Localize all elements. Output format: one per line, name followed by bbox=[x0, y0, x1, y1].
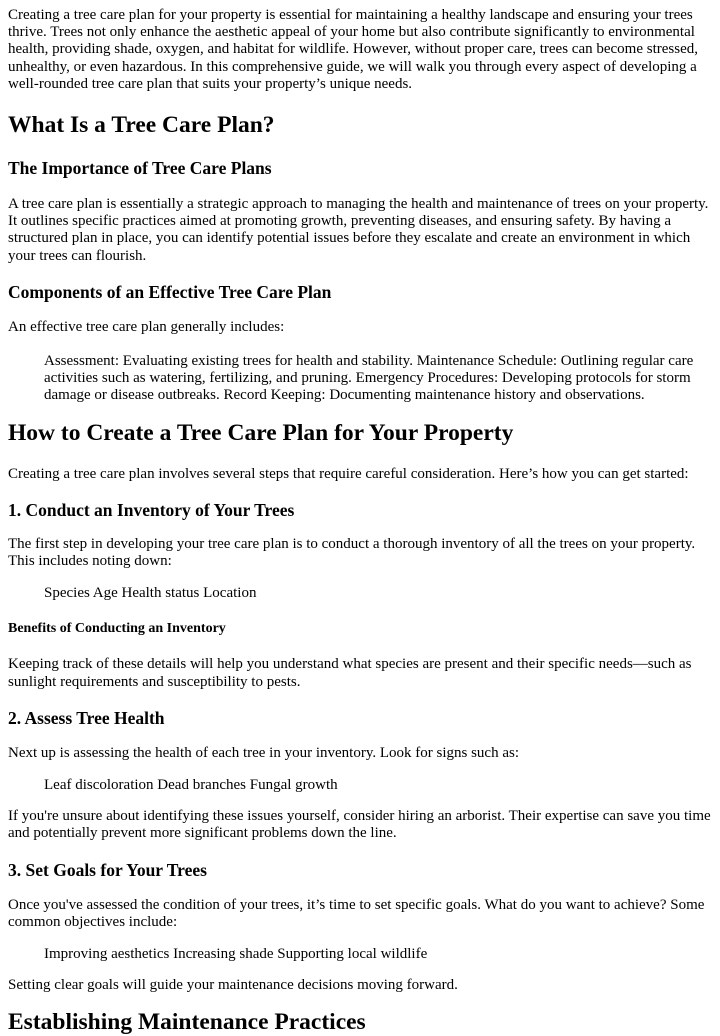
step-1-paragraph: The first step in developing your tree care plan is to conduct a thorough inventory of all the trees on your property. This includes noting down: bbox=[8, 535, 696, 570]
heading-step-3: 3. Set Goals for Your Trees bbox=[8, 859, 207, 880]
heading-importance: The Importance of Tree Care Plans bbox=[8, 158, 272, 179]
step-3-note: Setting clear goals will guide your maintenance decisions moving forward. bbox=[8, 977, 458, 994]
article bbox=[0, 7, 720, 1036]
step-3-paragraph: Once you've assessed the condition of your trees, it’s time to set specific goals. What do you want to achieve? Some common objectives include: bbox=[8, 896, 705, 930]
importance-paragraph: A tree care plan is essentially a strategic approach to managing the health and maintenance of trees on your property. It outlines specific practices aimed at promoting growth, preventing diseases, and ensuring safety. By having a structured plan in place, you can identify potential issues before they escalate and create an environment in which your trees can flourish. bbox=[8, 196, 709, 264]
step-1-list: Species Age Health status Location bbox=[44, 585, 257, 602]
heading-maintenance-practices: Establishing Maintenance Practices bbox=[8, 1009, 366, 1036]
components-intro: An effective tree care plan generally includes: bbox=[8, 318, 285, 335]
heading-step-2: 2. Assess Tree Health bbox=[8, 707, 165, 728]
step-3-list: Improving aesthetics Increasing shade Supporting local wildlife bbox=[44, 946, 428, 963]
heading-benefits: Benefits of Conducting an Inventory bbox=[8, 621, 226, 637]
benefits-paragraph: Keeping track of these details will help you understand what species are present and their specific needs—such as sunlight requirements and susceptibility to pests. bbox=[8, 656, 692, 690]
components-list: Assessment: Evaluating existing trees for health and stability. Maintenance Schedule: Outlining regular care activities such as watering, fertilizing, and pruning. Emergency Procedures: Developing protocols for storm damage or disease outbreaks. Record Keeping: Documenting maintenance history and observations. bbox=[44, 353, 694, 404]
intro-paragraph: Creating a tree care plan for your property is essential for maintaining a healthy landscape and ensuring your trees thrive. Trees not only enhance the aesthetic appeal of your home but also contribute significantly to environmental health, providing shade, oxygen, and habitat for wildlife. However, without proper care, trees can become stressed, unhealthy, or even hazardous. In this comprehensive guide, we will walk you through every aspect of developing a well-rounded tree care plan that suits your property’s unique needs. bbox=[8, 7, 698, 92]
step-2-list: Leaf discoloration Dead branches Fungal growth bbox=[44, 777, 338, 794]
create-intro: Creating a tree care plan involves several steps that require careful consideration. Here’s how you can get started: bbox=[8, 465, 689, 482]
step-2-note: If you're unsure about identifying these issues yourself, consider hiring an arborist. Their expertise can save you time and potentially prevent more significant problems down the line. bbox=[8, 808, 711, 842]
heading-what-is-plan: What Is a Tree Care Plan? bbox=[8, 112, 275, 139]
heading-step-1: 1. Conduct an Inventory of Your Trees bbox=[8, 499, 295, 520]
heading-how-to-create: How to Create a Tree Care Plan for Your Property bbox=[8, 419, 514, 446]
heading-components: Components of an Effective Tree Care Plan bbox=[8, 281, 332, 302]
step-2-paragraph: Next up is assessing the health of each tree in your inventory. Look for signs such as: bbox=[8, 744, 519, 761]
